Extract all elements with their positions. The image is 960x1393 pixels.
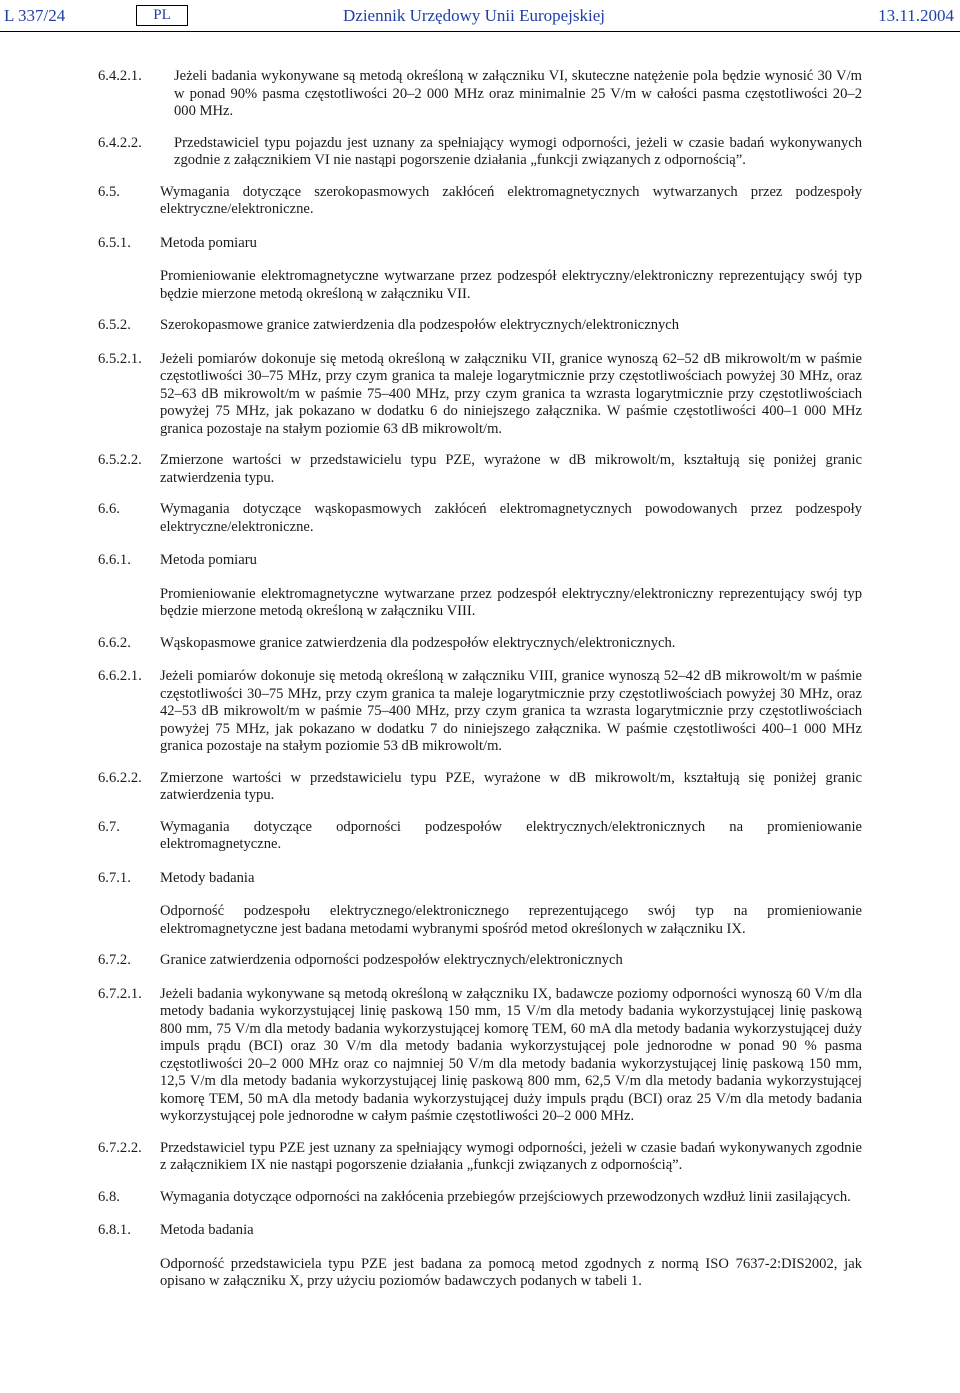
section-6-6-2 (98, 635, 862, 653)
document-body (0, 68, 960, 1291)
section-text: Jeżeli pomiarów dokonuje się metodą określoną w załączniku VII, granice wynoszą 62–52 dB mikrowolt/m w paśmie częstotliwości 30–75 MHz, przy czym granica ta maleje logarytmicznie przy częstotliwościach powyżej 30 MHz, oraz 52–63 dB mikrowolt/m w paśmie 75–400 MHz, przy czym granica ta wzrasta logarytmicznie przy częstotliwościach powyżej 75 MHz, jak pokazano w dodatku 6 do niniejszego załącznika. W paśmie częstotliwości 400–1 000 MHz granica pozostaje na stałym poziomie 63 dB mikrowolt/m. (160, 350, 862, 437)
section-6-8 (98, 1189, 862, 1207)
section-6-6 (98, 501, 862, 536)
section-6-5 (98, 184, 862, 219)
section-number: 6.8. (98, 1188, 120, 1205)
section-6-6-1-body (98, 586, 862, 621)
section-number: 6.5.2. (98, 317, 131, 333)
section-6-6-1 (98, 552, 862, 570)
section-number: 6.7. (98, 818, 120, 835)
section-text: Wymagania dotyczące odporności podzespołów elektrycznych/elektronicznych na promieniowanie elektromagnetyczne. (160, 818, 862, 852)
section-text: Zmierzone wartości w przedstawicielu typu PZE, wyrażone w dB mikrowolt/m, kształtują się poniżej granic zatwierdzenia typu. (160, 452, 862, 486)
section-heading: Metody badania (160, 869, 255, 886)
section-6-6-2-1 (98, 668, 862, 756)
section-text: Zmierzone wartości w przedstawicielu typu PZE, wyrażone w dB mikrowolt/m, kształtują się poniżej granic zatwierdzenia typu. (160, 769, 862, 803)
language-badge: PL (136, 5, 188, 26)
section-number: 6.5.2.1. (98, 350, 142, 367)
section-text: Promieniowanie elektromagnetyczne wytwarzane przez podzespół elektryczny/elektroniczny reprezentujący swój typ będzie mierzone metodą określoną w załączniku VII. (160, 268, 862, 302)
section-6-7-2 (98, 952, 862, 970)
section-text: Jeżeli badania wykonywane są metodą określoną w załączniku VI, skuteczne natężenie pola będzie wynosić 30 V/m w ponad 90% pasma częstotliwości 20–2 000 MHz oraz minimalnie 25 V/m w całości pasma częstotliwości 20–2 000 MHz. (174, 68, 862, 119)
section-number: 6.5.2.2. (98, 452, 142, 468)
section-heading: Wąskopasmowe granice zatwierdzenia dla podzespołów elektrycznych/elektronicznych. (160, 634, 676, 651)
section-number: 6.6.2.2. (98, 769, 142, 786)
section-number: 6.6.2. (98, 634, 131, 651)
section-heading: Metoda pomiaru (160, 234, 257, 251)
section-number: 6.7.2. (98, 952, 131, 968)
section-text: Promieniowanie elektromagnetyczne wytwarzane przez podzespół elektryczny/elektroniczny reprezentujący swój typ będzie mierzone metodą określoną w załączniku VIII. (160, 585, 862, 619)
section-6-4-2-2 (98, 135, 862, 170)
section-number: 6.7.1. (98, 869, 131, 886)
section-6-7-2-2 (98, 1140, 862, 1175)
section-number: 6.6. (98, 501, 120, 517)
section-6-5-2-1 (98, 351, 862, 439)
section-text: Jeżeli badania wykonywane są metodą określoną w załączniku IX, badawcze poziomy odporności wynoszą 60 V/m dla metody badania wykorzystującej linię paskową 150 mm, 15 V/m dla metody badania wykorzystującej linię paskową 800 mm, 75 V/m dla metody badania wykorzystującej komorę TEM, 60 mA dla metody badania wykorzystującej duży impuls prądu (BCI) oraz 30 V/m dla metody badania wykorzystującej pole jednorodne w ponad 90 % pasma częstotliwości 20–2 000 MHz oraz co najmniej 50 V/m dla metody badania wykorzystującej linię paskową 150 mm, 12,5 V/m dla metody badania wykorzystującej linię paskową 800 mm, 62,5 V/m dla metody badania wykorzystującej komorę TEM, 50 mA dla metody badania wykorzystującej duży impuls prądu (BCI) oraz 25 V/m dla metody badania wykorzystującej pole jednorodne w całym paśmie częstotliwości 20–2 000 MHz. (160, 985, 862, 1124)
section-number: 6.4.2.2. (98, 134, 142, 151)
section-text: Przedstawiciel typu pojazdu jest uznany za spełniający wymogi odporności, jeżeli w czasie badań wykonywanych zgodnie z załącznikiem VI nie nastąpi pogorszenie działania „funkcji związanych z odpornością”. (174, 134, 862, 168)
publication-date: 13.11.2004 (878, 6, 954, 25)
journal-title: Dziennik Urzędowy Unii Europejskiej (343, 6, 606, 25)
section-text: Odporność przedstawiciela typu PZE jest badana za pomocą metod zgodnych z normą ISO 7637-2:DIS2002, jak opisano w załączniku X, przy użyciu poziomów badawczych podanych w tabeli 1. (160, 1255, 862, 1289)
section-heading: Metoda badania (160, 1222, 254, 1238)
section-text: Wymagania dotyczące odporności na zakłócenia przebiegów przejściowych przewodzonych wzdłuż linii zasilających. (160, 1188, 851, 1205)
page-reference: L 337/24 (4, 6, 66, 25)
section-text: Wymagania dotyczące wąskopasmowych zakłóceń elektromagnetycznych powodowanych przez podzespoły elektryczne/elektroniczne. (160, 501, 862, 535)
section-6-8-1 (98, 1222, 862, 1240)
section-text: Wymagania dotyczące szerokopasmowych zakłóceń elektromagnetycznych wytwarzanych przez podzespoły elektryczne/elektroniczne. (160, 183, 862, 217)
section-heading: Szerokopasmowe granice zatwierdzenia dla podzespołów elektrycznych/elektronicznych (160, 317, 680, 333)
section-6-5-2 (98, 317, 862, 335)
section-6-4-2-1 (98, 68, 862, 121)
section-number: 6.6.1. (98, 552, 131, 568)
section-6-5-2-2 (98, 452, 862, 487)
section-text: Przedstawiciel typu PZE jest uznany za spełniający wymogi odporności, jeżeli w czasie badań wykonywanych zgodnie z załącznikiem IX nie nastąpi pogorszenie działania „funkcji związanych z odpornością”. (160, 1139, 862, 1173)
section-number: 6.8.1. (98, 1222, 131, 1238)
section-6-8-1-body (98, 1256, 862, 1291)
section-number: 6.7.2.1. (98, 985, 142, 1002)
section-6-5-1 (98, 235, 862, 253)
section-number: 6.7.2.2. (98, 1139, 142, 1156)
page-header (0, 5, 960, 27)
section-6-7-1 (98, 870, 862, 888)
section-6-6-2-2 (98, 770, 862, 805)
section-text: Jeżeli pomiarów dokonuje się metodą określoną w załączniku VIII, granice wynoszą 52–42 dB mikrowolt/m w paśmie częstotliwości 30–75 MHz, przy czym granica ta maleje logarytmicznie przy częstotliwościach powyżej 30 MHz, oraz 42–53 dB mikrowolt/m w paśmie 75–400 MHz, przy czym granica ta wzrasta logarytmicznie przy częstotliwościach powyżej 75 MHz, jak pokazano w dodatku 7 do niniejszego załącznika. W paśmie częstotliwości 400–1 000 MHz granica pozostaje na stałym poziomie 53 dB mikrowolt/m. (160, 668, 862, 754)
section-6-7 (98, 819, 862, 854)
section-number: 6.6.2.1. (98, 668, 142, 684)
section-number: 6.4.2.1. (98, 68, 142, 84)
section-heading: Metoda pomiaru (160, 552, 257, 568)
section-text: Odporność podzespołu elektrycznego/elektronicznego reprezentującego swój typ na promieniowanie elektromagnetyczne jest badana metodami wybranymi spośród metod określonych w załączniku IX. (160, 903, 862, 937)
section-6-5-1-body (98, 268, 862, 303)
section-number: 6.5.1. (98, 234, 131, 251)
section-heading: Granice zatwierdzenia odporności podzespołów elektrycznych/elektronicznych (160, 952, 623, 968)
section-6-7-2-1 (98, 986, 862, 1126)
header-divider (0, 31, 960, 32)
section-number: 6.5. (98, 183, 120, 200)
section-6-7-1-body (98, 903, 862, 938)
